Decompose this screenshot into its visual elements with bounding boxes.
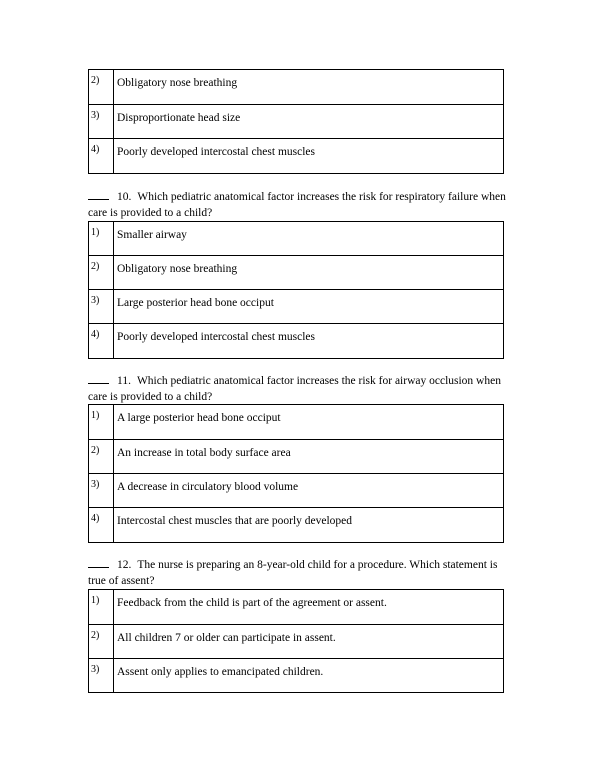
question-text: Which pediatric anatomical factor increases the risk for respiratory failure when care is provided to a child? (88, 191, 506, 219)
option-row (89, 256, 504, 290)
option-number: 1) (89, 222, 114, 256)
question-text: Which pediatric anatomical factor increases the risk for airway occlusion when care is provided to a child? (88, 375, 501, 403)
option-number: 4) (89, 139, 114, 174)
option-row (89, 440, 504, 474)
option-number: 4) (89, 324, 114, 359)
option-number: 4) (89, 508, 114, 543)
option-row (89, 139, 504, 174)
option-row (89, 405, 504, 440)
option-text: All children 7 or older can participate in assent. (114, 625, 504, 659)
answer-blank[interactable] (88, 557, 109, 568)
option-row (89, 222, 504, 256)
option-row (89, 290, 504, 324)
option-number: 3) (89, 290, 114, 324)
option-row (89, 625, 504, 659)
question-number: 10. (117, 191, 132, 203)
option-number: 1) (89, 590, 114, 625)
question-text: The nurse is preparing an 8-year-old child for a procedure. Which statement is true of assent? (88, 559, 498, 587)
option-text: Obligatory nose breathing (114, 256, 504, 290)
option-number: 2) (89, 70, 114, 105)
option-number: 1) (89, 405, 114, 440)
q11-options-table (88, 404, 504, 543)
option-text: Obligatory nose breathing (114, 70, 504, 105)
question-12 (88, 557, 508, 589)
option-text: A decrease in circulatory blood volume (114, 474, 504, 508)
option-row (89, 105, 504, 139)
option-row (89, 659, 504, 693)
option-text: A large posterior head bone occiput (114, 405, 504, 440)
option-text: Assent only applies to emancipated children. (114, 659, 504, 693)
option-text: Disproportionate head size (114, 105, 504, 139)
answer-blank[interactable] (88, 373, 109, 384)
option-number: 2) (89, 440, 114, 474)
option-row (89, 324, 504, 359)
option-text: Smaller airway (114, 222, 504, 256)
question-number: 11. (117, 375, 131, 387)
option-text: Feedback from the child is part of the agreement or assent. (114, 590, 504, 625)
q12-options-table (88, 589, 504, 693)
question-number: 12. (117, 559, 132, 571)
option-text: Poorly developed intercostal chest muscles (114, 324, 504, 359)
option-row (89, 508, 504, 543)
q9-options-table (88, 69, 504, 174)
option-number: 2) (89, 625, 114, 659)
question-11 (88, 373, 508, 405)
option-text: An increase in total body surface area (114, 440, 504, 474)
option-text: Poorly developed intercostal chest muscles (114, 139, 504, 174)
answer-blank[interactable] (88, 189, 109, 200)
q10-options-table (88, 221, 504, 359)
option-number: 3) (89, 105, 114, 139)
option-row (89, 70, 504, 105)
option-number: 2) (89, 256, 114, 290)
option-text: Large posterior head bone occiput (114, 290, 504, 324)
option-row (89, 590, 504, 625)
option-text: Intercostal chest muscles that are poorly developed (114, 508, 504, 543)
option-row (89, 474, 504, 508)
option-number: 3) (89, 659, 114, 693)
option-number: 3) (89, 474, 114, 508)
question-10 (88, 189, 508, 221)
